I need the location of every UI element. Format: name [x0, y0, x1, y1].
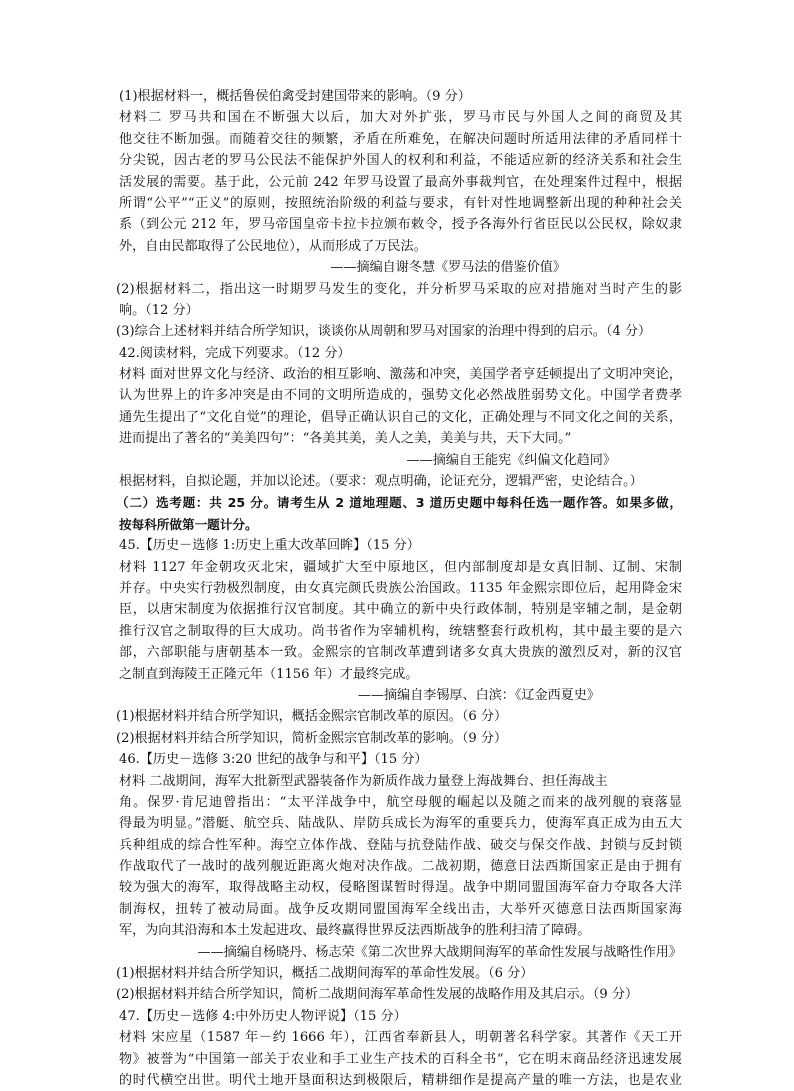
question-46-title: 46.【历史－选修 3:20 世纪的战争与和平】（15 分）: [119, 752, 428, 768]
question-47-material: 的时代横空出世。明代土地开垦面积达到极限后，精耕细作是提高产量的唯一方法，也是农业: [119, 1072, 682, 1088]
question-42-material: 进而提出了著名的“美美四句”：“各美其美，美人之美，美美与共，天下大同。”: [119, 431, 572, 447]
question-47-material: 材料 宋应星（1587 年－约 1666 年），江西省奉新县人，明朝著名科学家。其著作《天工开: [119, 1030, 682, 1046]
material-2-text: 系（到公元 212 年，罗马帝国皇帝卡拉卡拉颁布敕令，授予各海外行省臣民以公民权，除奴隶: [119, 217, 682, 233]
material-2-text: 活发展的需要。基于此，公元前 242 年罗马设置了最高外事裁判官，在处理案件过程中，根据: [119, 174, 682, 190]
question-41-3: (3)综合上述材料并结合所学知识，谈谈你从周朝和罗马对国家的治理中得到的启示。（4 分）: [116, 324, 652, 340]
question-41-2: 响。（12 分）: [119, 302, 199, 318]
question-45-material: 部，六部职能与唐朝基本一致。金熙宗的官制改革遭到诸多女真大贵族的激烈反对，新的汉官: [119, 645, 682, 661]
question-46-material: 材料 二战期间，海军大批新型武器装备作为新质作战力量登上海战舞台、担任海战主: [119, 773, 608, 789]
question-45-material: 臣，以唐宋制度为依据推行汉官制度。其中确立的新中央行政体制，特别是宰辅之制，是金朝: [119, 602, 682, 618]
material-2-text: 所谓“公平”“正义”的原则，按照统治阶级的利益与要求，有针对性地调整新出现的种种社会关: [119, 195, 682, 211]
question-47-title: 47.【历史－选修 4:中外历史人物评说】（15 分）: [119, 1008, 407, 1024]
material-2-source: ——摘编自谢冬慧《罗马法的借鉴价值》: [330, 260, 566, 276]
question-46-2: (2)根据材料并结合所学知识，简析二战期间海军革命性发展的战略作用及其启示。（9 分）: [116, 987, 639, 1003]
question-46-material: 制海权，扭转了被动局面。战争反攻期同盟国海军全线出击，大举歼灭德意日法西斯国家海: [119, 901, 682, 917]
question-46-material: 军，为向其沿海和本土发起进攻、最终赢得世界反法西斯战争的胜利扫清了障碍。: [119, 923, 591, 939]
question-41-1: (1)根据材料一，概括鲁侯伯禽受封建国带来的影响。（9 分）: [119, 89, 471, 104]
question-42-material: 通先生提出了“文化自觉”的理论，倡导正确认识自己的文化，正确处理与不同文化之间的关系，: [119, 409, 682, 425]
question-46-material: 得最为明显。”潜艇、航空兵、陆战队、岸防兵成长为海军的重要兵力，使海军真正成为由五大: [119, 816, 682, 832]
question-46-material: 角。保罗·肯尼迪曾指出：“太平洋战争中，航空母舰的崛起以及随之而来的战列舰的衰落显: [119, 794, 682, 810]
elective-section-heading: （二）选考题：共 25 分。请考生从 2 道地理题、3 道历史题中每科任选一题作答。如果多做，: [116, 495, 682, 511]
question-46-1: (1)根据材料并结合所学知识，概括二战期间海军的革命性发展。（6 分）: [116, 966, 534, 982]
question-45-material: 材料 1127 年金朝攻灭北宋，疆域扩大至中原地区，但内部制度却是女真旧制、辽制、宋制: [119, 559, 682, 575]
question-42-material: 材料 面对世界文化与经济、政治的相互影响、激荡和冲突，美国学者亨廷顿提出了文明冲突论，: [119, 367, 682, 383]
question-45-material: 之制直到海陵王正隆元年（1156 年）才最终完成。: [119, 666, 419, 682]
material-2-text: 材料二 罗马共和国在不断强大以后，加大对外扩张，罗马市民与外国人之间的商贸及其: [119, 110, 682, 126]
question-45-material: 并存。中央实行勃极烈制度，由女真完颜氏贵族公治国政。1135 年金熙宗即位后，起用降金宋: [119, 580, 682, 596]
question-42-material: 认为世界上的许多冲突是由不同的文明所造成的，强势文化必然战胜弱势文化。中国学者费孝: [119, 388, 682, 404]
question-45-title: 45.【历史－选修 1:历史上重大改革回眸】（15 分）: [119, 538, 420, 554]
question-46-material: 作战取代了一战时的战列舰近距离火炮对决作战。二战初期，德意日法西斯国家正是由于拥有: [119, 859, 682, 875]
question-45-material: 推行汉官之制取得的巨大成功。尚书省作为宰辅机构，统辖整套行政机构，其中最主要的是六: [119, 623, 682, 639]
question-46-material: 较为强大的海军，取得战略主动权，侵略图谋暂时得逞。战争中期同盟国海军奋力夺取各大洋: [119, 880, 682, 896]
material-2-text: 他交往不断加强。而随着交往的频繁，矛盾在所难免，在解决问题时所适用法律的矛盾同样十: [119, 131, 682, 147]
question-45-2: (2)根据材料并结合所学知识，简析金熙宗官制改革的影响。（9 分）: [116, 730, 508, 746]
question-42-prompt: 根据材料，自拟论题，并加以论述。（要求：观点明确，论证充分，逻辑严密，史论结合。）: [119, 474, 643, 490]
question-42-title: 42.阅读材料，完成下列要求。（12 分）: [119, 345, 351, 361]
question-41-2: (2)根据材料二，指出这一时期罗马发生的变化，并分析罗马采取的应对措施对当时产生的影: [116, 281, 682, 297]
question-47-material: 物》被誉为“中国第一部关于农业和手工业生产技术的百科全书”，它在明末商品经济迅速发展: [119, 1051, 682, 1067]
question-45-1: (1)根据材料并结合所学知识，概括金熙宗官制改革的原因。（6 分）: [116, 709, 508, 725]
question-46-material: 兵种组成的综合性军种。海空立体作战、登陆与抗登陆作战、破交与保交作战、封锁与反封锁: [119, 837, 682, 853]
question-42-source: ——摘编自王能宪《纠偏文化趋同》: [406, 452, 616, 468]
material-2-text: 分尖锐，因古老的罗马公民法不能保护外国人的权利和利益，不能适应新的经济关系和社会生: [119, 153, 682, 169]
material-2-text: 外，自由民都取得了公民地位），从而形成了万民法。: [119, 238, 427, 254]
exam-page: [116, 86, 682, 1091]
question-46-source: ——摘编自杨晓丹、杨志荣《第二次世界大战期间海军的革命性发展与战略性作用》: [197, 944, 682, 960]
question-45-source: ——摘编自李锡厚、白滨：《辽金西夏史》: [357, 687, 600, 703]
elective-section-heading: 按每科所做第一题计分。: [119, 516, 258, 532]
